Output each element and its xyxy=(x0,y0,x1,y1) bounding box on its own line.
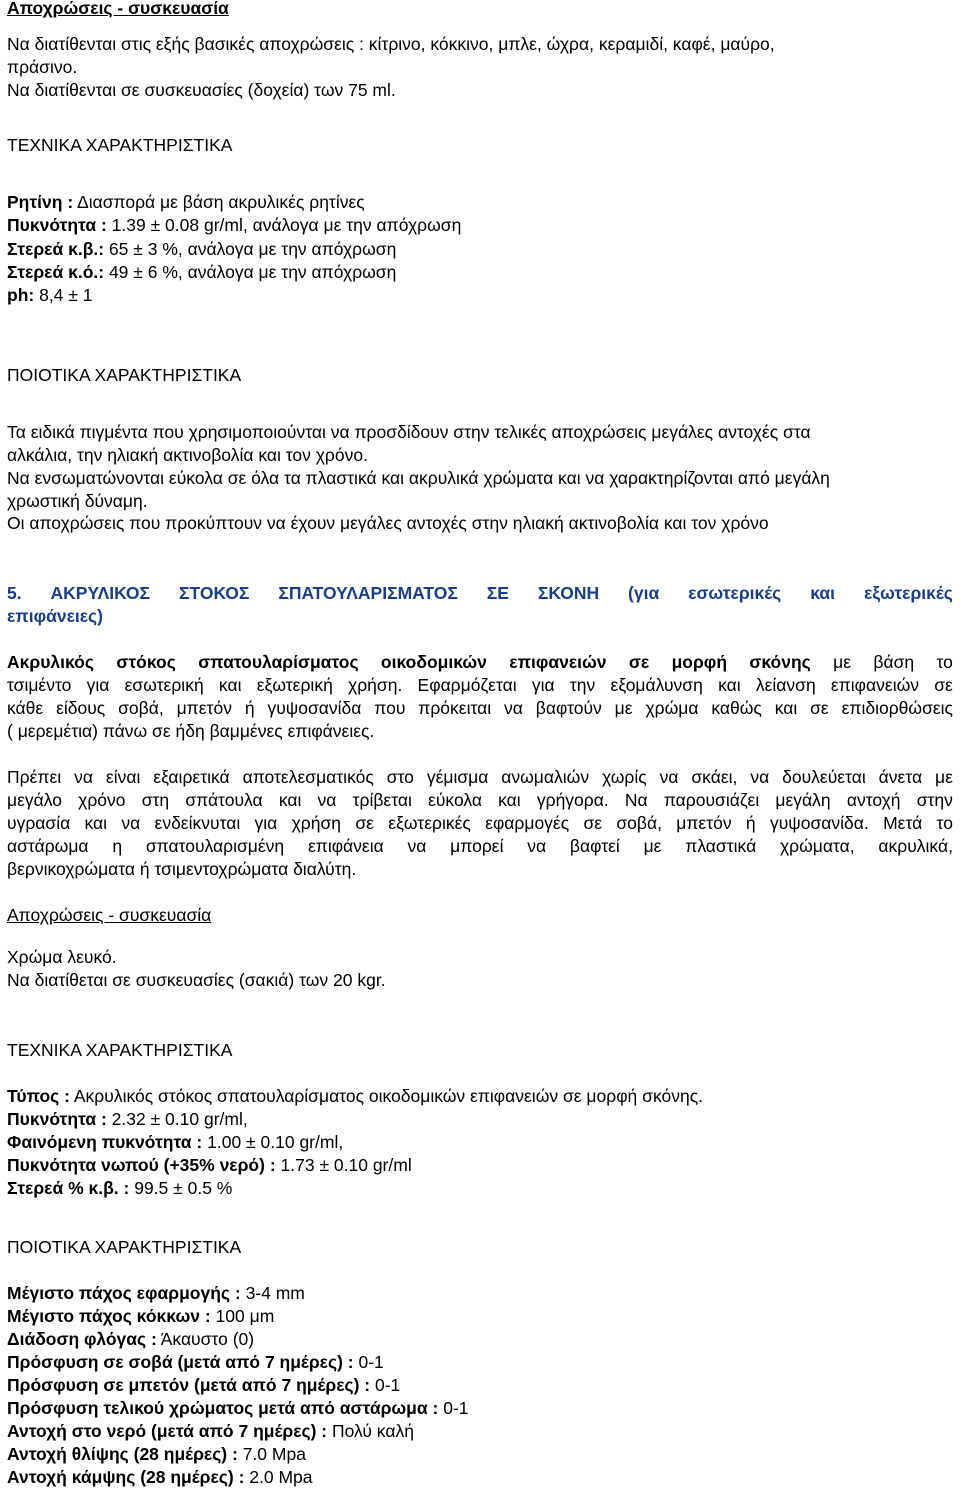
word: ΣΕ xyxy=(486,583,509,603)
spec-row: Στερεά κ.β.: 65 ± 3 %, ανάλογα με την απόχρωση xyxy=(7,239,397,259)
word: ενδείκνυται xyxy=(154,813,241,833)
word: βαφτεί xyxy=(569,836,620,856)
word: και xyxy=(278,790,302,810)
colors-text-line: Να διατίθενται στις εξής βασικές αποχρώσεις : κίτρινο, κόκκινο, μπλε, ώχρα, κεραμιδί, καφέ, μαύρο, xyxy=(7,34,775,54)
word: 5. xyxy=(7,583,22,603)
spec-row: Στερεά κ.ό.: 49 ± 6 %, ανάλογα με την απόχρωση xyxy=(7,262,397,282)
word: μεγάλο xyxy=(7,790,62,810)
word: σκόνης xyxy=(749,652,811,672)
word: ή xyxy=(745,813,756,833)
spec-row: Πρόσφυση σε σοβά (μετά από 7 ημέρες) : 0-1 xyxy=(7,1352,384,1372)
word: ΣΚΟΝΗ xyxy=(537,583,600,603)
word: κάθε xyxy=(7,698,44,718)
quality-text-line: χρωστική δύναμη. xyxy=(7,491,148,511)
colors-text-line: πράσινο. xyxy=(7,57,78,77)
spec-row: Φαινόμενη πυκνότητα : 1.00 ± 0.10 gr/ml, xyxy=(7,1132,344,1152)
word: σκάει, xyxy=(691,767,738,787)
packaging-text: Να διατίθεται σε συσκευασίες (σακιά) των 20 kgr. xyxy=(7,970,386,990)
word: γυψοσανίδα xyxy=(267,698,362,718)
word: με xyxy=(614,698,633,718)
word: ακρυλικά, xyxy=(878,836,953,856)
word: χωρίς xyxy=(602,767,647,787)
word: παρουσιάζει xyxy=(663,790,760,810)
spec-row: ph: 8,4 ± 1 xyxy=(7,285,93,305)
quality-text-line: Τα ειδικά πιγμέντα που χρησιμοποιούνται να προσδίδουν στην τελικές αποχρώσεις μεγάλες αντοχές στα xyxy=(7,422,811,442)
word: γέμισμα xyxy=(426,767,489,787)
spec-row: Αντοχή κάμψης (28 ημέρες) : 2.0 Mpa xyxy=(7,1467,313,1487)
word: επιφανειών xyxy=(830,675,920,695)
word: είναι xyxy=(105,767,141,787)
word: Ακρυλικός xyxy=(7,652,94,672)
word: εσωτερικές xyxy=(688,583,782,603)
word: και xyxy=(810,583,836,603)
spec-row: Τύπος : Ακρυλικός στόκος σπατουλαρίσματος οικοδομικών επιφανειών σε μορφή σκόνης. xyxy=(7,1086,703,1106)
word: επιφάνεια xyxy=(307,836,384,856)
word: να xyxy=(74,767,93,787)
word: που xyxy=(374,698,406,718)
word: μπορεί xyxy=(450,836,504,856)
word: ΣΠΑΤΟΥΛΑΡΙΣΜΑΤΟΣ xyxy=(278,583,458,603)
product-para-line: βερνικοχρώματα ή τσιμεντοχρώματα διαλύτη. xyxy=(7,859,357,879)
technical-heading: ΤΕΧΝΙΚΑ ΧΑΡΑΚΤΗΡΙΣΤΙΚΑ xyxy=(7,135,233,155)
word: στην xyxy=(916,790,953,810)
word: και xyxy=(218,675,242,695)
word: αστάρωμα xyxy=(7,836,89,856)
word: για xyxy=(86,675,110,695)
word: υγρασία xyxy=(7,813,71,833)
word: εσωτερική xyxy=(124,675,204,695)
word: χρήση. xyxy=(348,675,403,695)
spec-row: Πρόσφυση τελικού χρώματος μετά από αστάρωμα : 0-1 xyxy=(7,1398,469,1418)
word: η xyxy=(112,836,123,856)
word: να xyxy=(750,767,770,787)
word: λείανση xyxy=(755,675,816,695)
word: εξομάλυνση xyxy=(610,675,703,695)
product-intro-line xyxy=(7,651,953,674)
quality-text-line: Οι αποχρώσεις που προκύπτουν να έχουν μεγάλες αντοχές στην ηλιακή ακτινοβολία και τον χρόνο xyxy=(7,513,769,533)
product-para-line xyxy=(7,766,953,789)
word: με xyxy=(935,767,953,787)
word: (για xyxy=(628,583,660,603)
word: να xyxy=(659,767,679,787)
word: σε xyxy=(810,698,829,718)
word: χρήση xyxy=(291,813,342,833)
word: να xyxy=(407,836,427,856)
spec-row: Αντοχή στο νερό (μετά από 7 ημέρες) : Πολύ καλή xyxy=(7,1421,414,1441)
word: Πρέπει xyxy=(7,767,62,787)
word: στη xyxy=(141,790,170,810)
word: Να xyxy=(624,790,648,810)
word: εξωτερικές xyxy=(863,583,953,603)
word: να xyxy=(504,698,523,718)
spec-row: Πρόσφυση σε μπετόν (μετά από 7 ημέρες) : 0-1 xyxy=(7,1375,401,1395)
spec-row: Ρητίνη : Διασπορά με βάση ακρυλικές ρητίνες xyxy=(7,192,365,212)
word: σε xyxy=(628,652,650,672)
word: χρώμα xyxy=(645,698,699,718)
product-title-cont: επιφάνειες) xyxy=(7,606,103,626)
quality-heading: ΠΟΙΟΤΙΚΑ ΧΑΡΑΚΤΗΡΙΣΤΙΚΑ xyxy=(7,1237,242,1257)
spec-row: Μέγιστο πάχος κόκκων : 100 μm xyxy=(7,1306,275,1326)
word: επιφανειών xyxy=(509,652,607,672)
word: στόκος xyxy=(116,652,176,672)
word: Μετά xyxy=(883,813,923,833)
word: ΣΤΟΚΟΣ xyxy=(178,583,250,603)
word: γρήγορα. xyxy=(536,790,609,810)
word: εξωτερικές xyxy=(388,813,471,833)
spec-row: Πυκνότητα : 1.39 ± 0.08 gr/ml, ανάλογα με την απόχρωση xyxy=(7,215,462,235)
word: μεγάλη xyxy=(775,790,831,810)
word: με xyxy=(643,836,662,856)
word: να xyxy=(121,813,141,833)
word: με xyxy=(833,652,852,672)
product-intro-line xyxy=(7,674,953,697)
product-intro-line xyxy=(7,697,953,720)
spec-row: Στερεά % κ.β. : 99.5 ± 0.5 % xyxy=(7,1178,233,1198)
spec-row: Μέγιστο πάχος εφαρμογής : 3-4 mm xyxy=(7,1283,305,1303)
word: σοβά, xyxy=(616,813,662,833)
word: εφαρμογές xyxy=(485,813,570,833)
word: αποτελεσματικός xyxy=(242,767,374,787)
word: αντοχή xyxy=(846,790,901,810)
section-heading-colors-packaging: Αποχρώσεις - συσκευασία xyxy=(7,0,229,18)
word: εξωτερική xyxy=(256,675,333,695)
word: ΑΚΡΥΛΙΚΟΣ xyxy=(50,583,151,603)
word: είδους xyxy=(56,698,106,718)
word: και xyxy=(84,813,108,833)
word: ανωμαλιών xyxy=(501,767,590,787)
word: σπατουλαρισμένη xyxy=(145,836,285,856)
word: σε xyxy=(934,675,953,695)
word: τρίβεται xyxy=(352,790,412,810)
product-title xyxy=(7,582,953,605)
word: μπετόν xyxy=(176,698,232,718)
word: χρόνο xyxy=(78,790,126,810)
word: Εφαρμόζεται xyxy=(417,675,517,695)
technical-heading: ΤΕΧΝΙΚΑ ΧΑΡΑΚΤΗΡΙΣΤΙΚΑ xyxy=(7,1040,233,1060)
word: για xyxy=(531,675,555,695)
word: να xyxy=(317,790,337,810)
word: βάση xyxy=(873,652,915,672)
packaging-text: Να διατίθενται σε συσκευασίες (δοχεία) των 75 ml. xyxy=(7,80,396,100)
word: σοβά, xyxy=(118,698,164,718)
word: για xyxy=(254,813,278,833)
word: άνετα xyxy=(878,767,923,787)
word: μπετόν xyxy=(676,813,732,833)
word: ή xyxy=(244,698,255,718)
word: τσιμέντο xyxy=(7,675,72,695)
product-para-line xyxy=(7,789,953,812)
word: και xyxy=(718,675,741,695)
word: καθώς xyxy=(711,698,762,718)
word: εύκολα xyxy=(428,790,482,810)
word: μορφή xyxy=(671,652,728,672)
section-heading-colors-packaging: Αποχρώσεις - συσκευασία xyxy=(7,905,212,925)
quality-text-line: αλκάλια, την ηλιακή ακτινοβολία και τον χρόνο. xyxy=(7,445,368,465)
word: το xyxy=(936,652,953,672)
word: την xyxy=(569,675,596,695)
quality-text-line: Να ενσωματώνονται εύκολα σε όλα τα πλαστικά και ακρυλικά χρώματα και να χαρακτηρίζονται από μεγάλη xyxy=(7,468,830,488)
spec-row: Πυκνότητα : 2.32 ± 0.10 gr/ml, xyxy=(7,1109,248,1129)
word: γυψοσανίδα. xyxy=(769,813,869,833)
word: οικοδομικών xyxy=(380,652,487,672)
word: και xyxy=(498,790,521,810)
product-para-line xyxy=(7,835,953,858)
spec-row: Διάδοση φλόγας : Άκαυστο (0) xyxy=(7,1329,255,1349)
spec-row: Πυκνότητα νωπού (+35% νερό) : 1.73 ± 0.10 gr/ml xyxy=(7,1155,412,1175)
word: στο xyxy=(386,767,414,787)
word: πρόκειται xyxy=(418,698,492,718)
word: σε xyxy=(583,813,603,833)
word: σπατουλαρίσματος xyxy=(198,652,359,672)
word: και xyxy=(774,698,798,718)
word: δουλεύεται xyxy=(782,767,866,787)
word: να xyxy=(527,836,547,856)
product-para-line xyxy=(7,812,953,835)
word: σε xyxy=(355,813,374,833)
spec-row: Αντοχή θλίψης (28 ημέρες) : 7.0 Mpa xyxy=(7,1444,306,1464)
word: εξαιρετικά xyxy=(153,767,230,787)
word: πλαστικά xyxy=(685,836,757,856)
quality-heading: ΠΟΙΟΤΙΚΑ ΧΑΡΑΚΤΗΡΙΣΤΙΚΑ xyxy=(7,365,242,385)
product-intro-line: ( μερεμέτια) πάνω σε ήδη βαμμένες επιφάνειες. xyxy=(7,721,375,741)
word: χρώματα, xyxy=(779,836,855,856)
word: επιδιορθώσεις xyxy=(841,698,953,718)
color-text: Χρώμα λευκό. xyxy=(7,947,117,967)
word: το xyxy=(936,813,953,833)
word: σπάτουλα xyxy=(185,790,263,810)
word: βαφτούν xyxy=(535,698,602,718)
